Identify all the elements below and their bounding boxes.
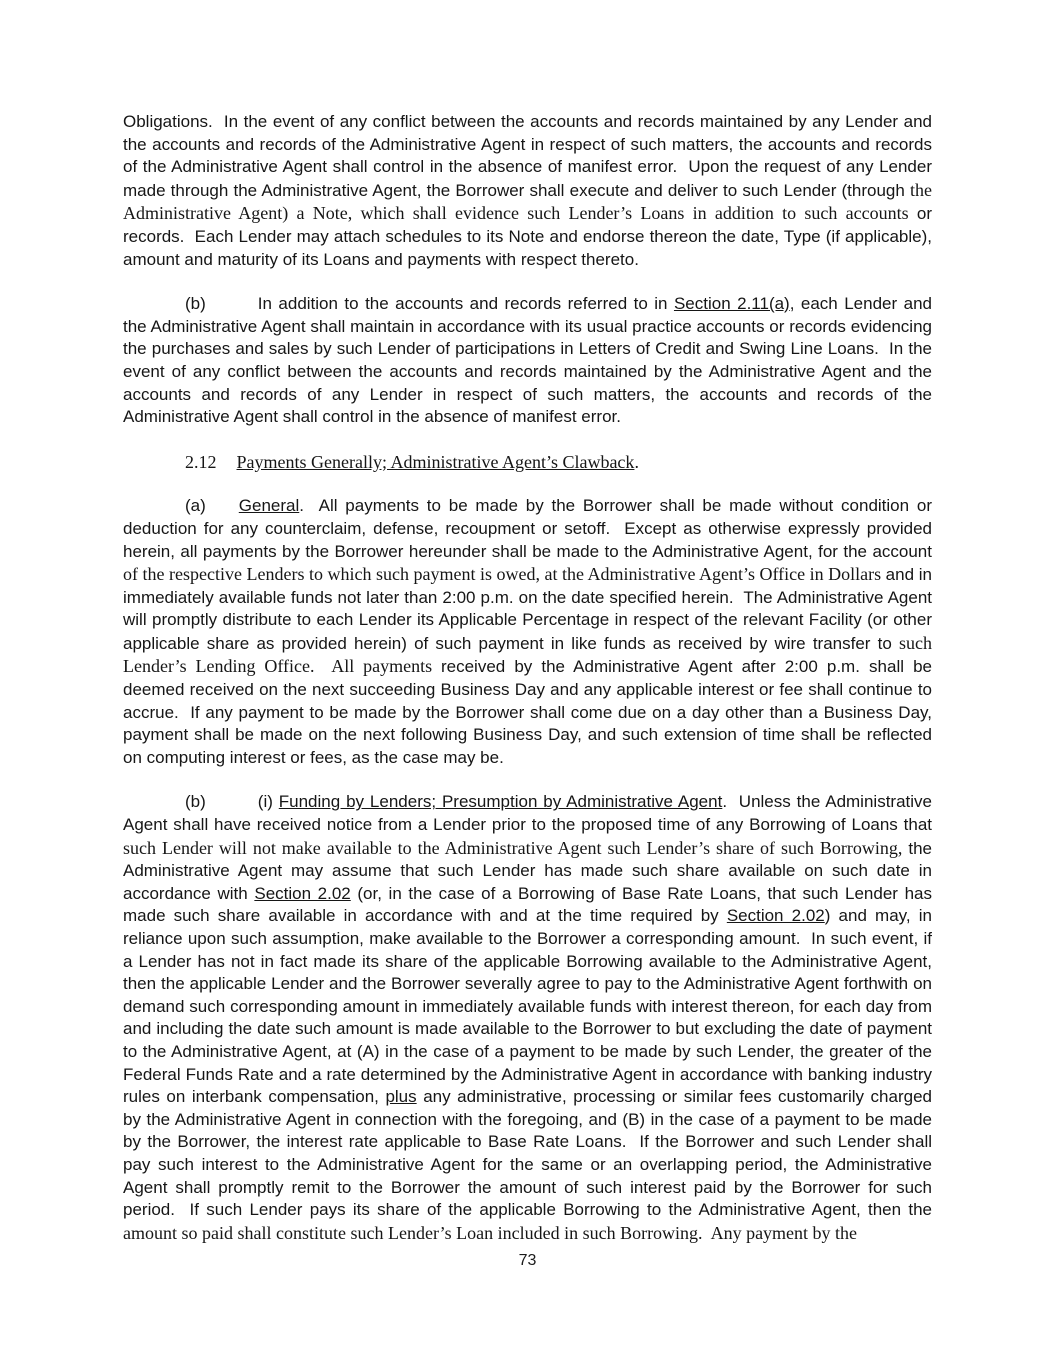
section-heading-2-12 [123,451,932,474]
tab-spacer [206,510,239,511]
section-heading-2-12-label: 2.12 [185,451,217,472]
document-body [123,111,932,1267]
text-run: received by the Administrative Agent after 2:00 p.m. shall be deemed received on the next succeeding Business Day and any applicable interest or fee shall continue to accrue. If any payment to be made by the Borrower shall come due on a day other than a Business Day, payment shall be made on the next following Business Day, and such extension of time shall be reflected on computing interest or fees, as the case may be. [123,657,932,767]
underlined-text-run: Funding by Lenders; Presumption by Administrative Agent [278,792,723,812]
paragraph-obligations-continuation [123,111,932,271]
paragraph-2-12-a [123,495,932,769]
underlined-text-run: General [238,496,300,516]
text-run: In addition to the accounts and records referred to in [257,294,674,314]
underlined-text-run: Section 2.11(a) [673,294,790,314]
text-run: such Lender’s Lending Office. All payments [123,632,932,677]
tab-spacer [206,308,258,309]
page-number: 73 [518,1252,537,1269]
text-run: the Administrative Agent may assume that such Lender has made such share available on such date in accordance with [123,838,932,903]
text-run: ) and may, in reliance upon such assumption, make available to the Borrower a corresponding amount. In such event, if a Lender has not in fact made its share of the applicable Borrowing available to the Administrative Agent, then the applicable Lender and the Borrower severally agree to pay to the Administrative Agent forthwith on demand such corresponding amount in immediately available funds with interest thereon, for each day from and including the date such amount is made available to the Borrower to but excluding the date of payment to the Administrative Agent, at (A) in the case of a payment to be made by such Lender, the greater of the Federal Funds Rate and a rate determined by the Administrative Agent in accordance with banking industry rules on interbank compensation, [123,906,932,1107]
text-run: or records. Each Lender may attach schedules to its Note and endorse thereon the date, Type (if applicable), amount and maturity of its Loans and payments with respect thereto. [123,204,932,269]
paragraph-2-12-b [123,791,932,1245]
text-run: . All payments to be made by the Borrower shall be made without condition or deduction for any counterclaim, defense, recoupment or setoff. Except as otherwise expressly provided herein, all payments by the Borrower hereunder shall be made to the Administrative Agent, for the account [123,496,932,561]
text-run: , each Lender and the Administrative Agent shall maintain in accordance with its usual practice accounts or records evidencing the purchases and sales by such Lender of participations in Letters of Credit and Swing Line Loans. In the event of any conflict between the accounts and records maintained by the Administrative Agent and the accounts and records of any Lender in respect of such matters, the accounts and records of the Administrative Agent shall control in the absence of manifest error. [123,294,932,427]
paragraph-2-11-b-label: (b) [185,294,206,314]
underlined-text-run: Section 2.02 [254,883,351,903]
text-run: such Lender will not make available to the Administrative Agent such Lender’s share of such Borrowing, [123,837,909,858]
underlined-text-run: plus [385,1087,417,1107]
text-run: any administrative, processing or similar fees customarily charged by the Administrative Agent in connection with the foregoing, and (B) in the case of a payment to be made by the Borrower, the interest rate applicable to Base Rate Loans. If the Borrower and such Lender shall pay such interest to the Administrative Agent for the same or an overlapping period, the Administrative Agent shall promptly remit to the Borrower the amount of such interest paid by the Borrower for such period. If such Lender pays its share of the applicable Borrowing to the Administrative Agent, then the [123,1087,932,1220]
paragraph-2-12-a-label: (a) [185,496,206,516]
text-run: and in immediately available funds not later than 2:00 p.m. on the date specified herein. The Administrative Agent will promptly distribute to each Lender its Applicable Percentage in respect of the relevant Facility (or other applicable share as provided herein) of such payment in like funds as received by wire transfer to [123,565,932,653]
paragraph-2-11-b [123,293,932,429]
text-run: (or, in the case of a Borrowing of Base Rate Loans, that such Lender has made such share available in accordance with and at the time required by [123,883,932,926]
tab-spacer [217,467,237,468]
underlined-text-run: Section 2.02 [726,906,825,926]
text-run: Obligations. In the event of any conflict between the accounts and records maintained by any Lender and the accounts and records of the Administrative Agent in respect of such matters, the accounts and records of the Administrative Agent shall control in the absence of manifest error. Upon the request of any Lender made through the Administrative Agent, the Borrower shall execute and deliver to such Lender (through [123,112,932,200]
text-run: (i) [257,792,279,812]
tab-spacer [206,806,258,807]
text-run: . [634,451,639,472]
underlined-text-run: Payments Generally; Administrative Agent’s Clawback [236,451,635,472]
text-run: amount so paid shall constitute such Lender’s Loan included in such Borrowing. Any payment by the [123,1222,858,1243]
paragraph-2-12-b-label: (b) [185,792,206,812]
text-run: the Administrative Agent) a Note, which shall evidence such Lender’s Loans in addition to such accounts [123,179,932,224]
text-run: . Unless the Administrative Agent shall have received notice from a Lender prior to the proposed time of any Borrowing of Loans that [123,792,932,835]
text-run: of the respective Lenders to which such payment is owed, at the Administrative Agent’s Office in Dollars [123,564,886,585]
